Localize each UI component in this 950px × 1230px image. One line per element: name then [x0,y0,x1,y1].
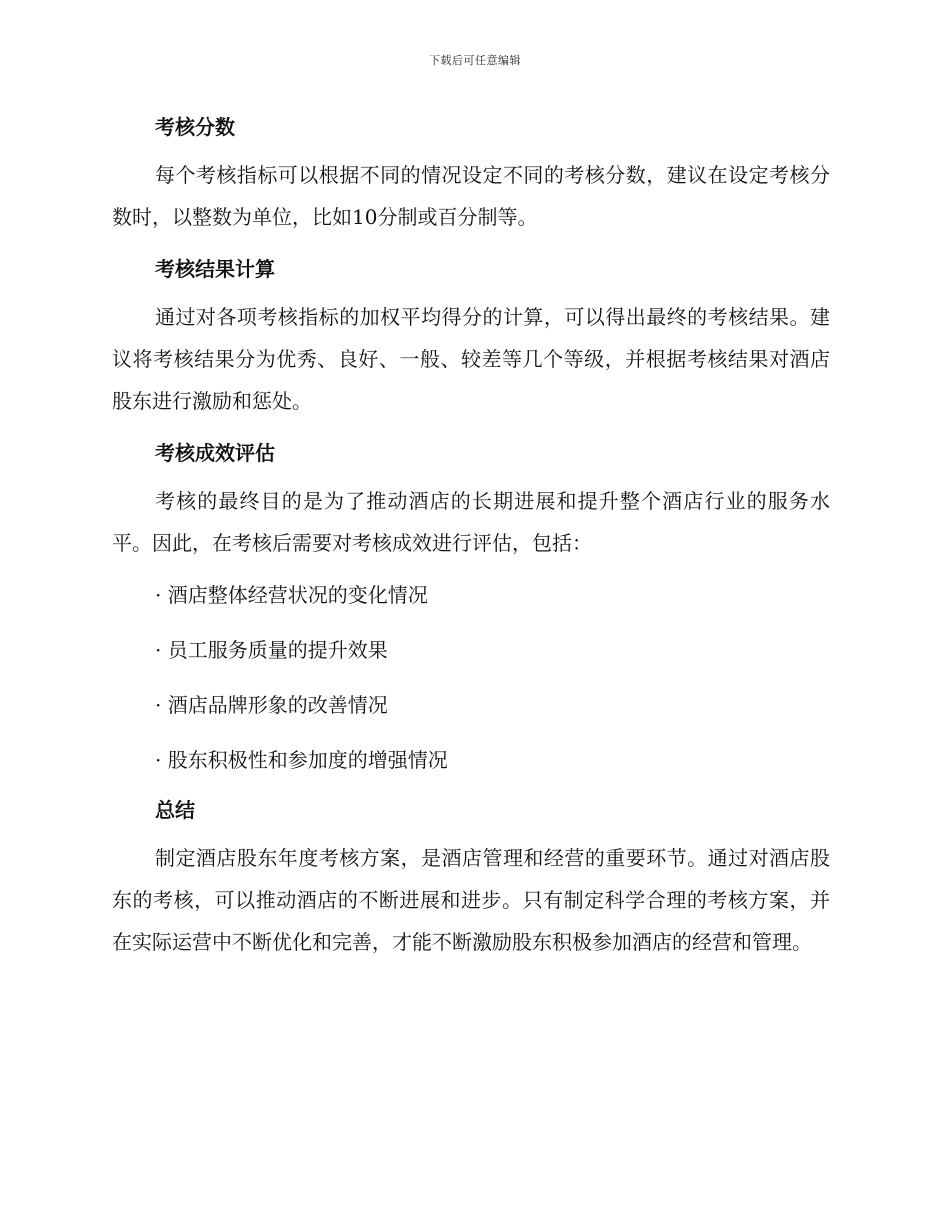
section-paragraph: 每个考核指标可以根据不同的情况设定不同的考核分数，建议在设定考核分数时，以整数为单位，比如10分制或百分制等。 [112,163,830,229]
section-heading: 考核结果计算 [155,257,275,281]
document-body [112,106,830,973]
list-item: · 股东积极性和参加度的增强情况 [155,748,448,772]
evaluation-bullet-list [112,574,830,781]
section-paragraph: 制定酒店股东年度考核方案，是酒店管理和经营的重要环节。通过对酒店股东的考核，可以推动酒店的不断进展和进步。只有制定科学合理的考核方案，并在实际运营中不断优化和完善，才能不断激励股东积极参加酒店的经营和管理。 [112,846,830,954]
page-header: 下载后可任意编辑 [429,54,521,67]
section-result-calculation [112,248,830,422]
section-paragraph: 考核的最终目的是为了推动酒店的长期进展和提升整个酒店行业的服务水平。因此，在考核后需要对考核成效进行评估，包括： [112,489,830,555]
list-item: · 酒店品牌形象的改善情况 [155,693,388,717]
list-item: · 员工服务质量的提升效果 [155,638,388,662]
section-score [112,106,830,238]
section-heading: 考核成效评估 [155,441,275,465]
list-item: · 酒店整体经营状况的变化情况 [155,583,428,607]
section-heading: 总结 [155,798,195,822]
section-effect-evaluation [112,432,830,781]
section-heading: 考核分数 [155,115,235,139]
section-summary [112,789,830,963]
section-paragraph: 通过对各项考核指标的加权平均得分的计算，可以得出最终的考核结果。建议将考核结果分为优秀、良好、一般、较差等几个等级，并根据考核结果对酒店股东进行激励和惩处。 [112,305,830,413]
